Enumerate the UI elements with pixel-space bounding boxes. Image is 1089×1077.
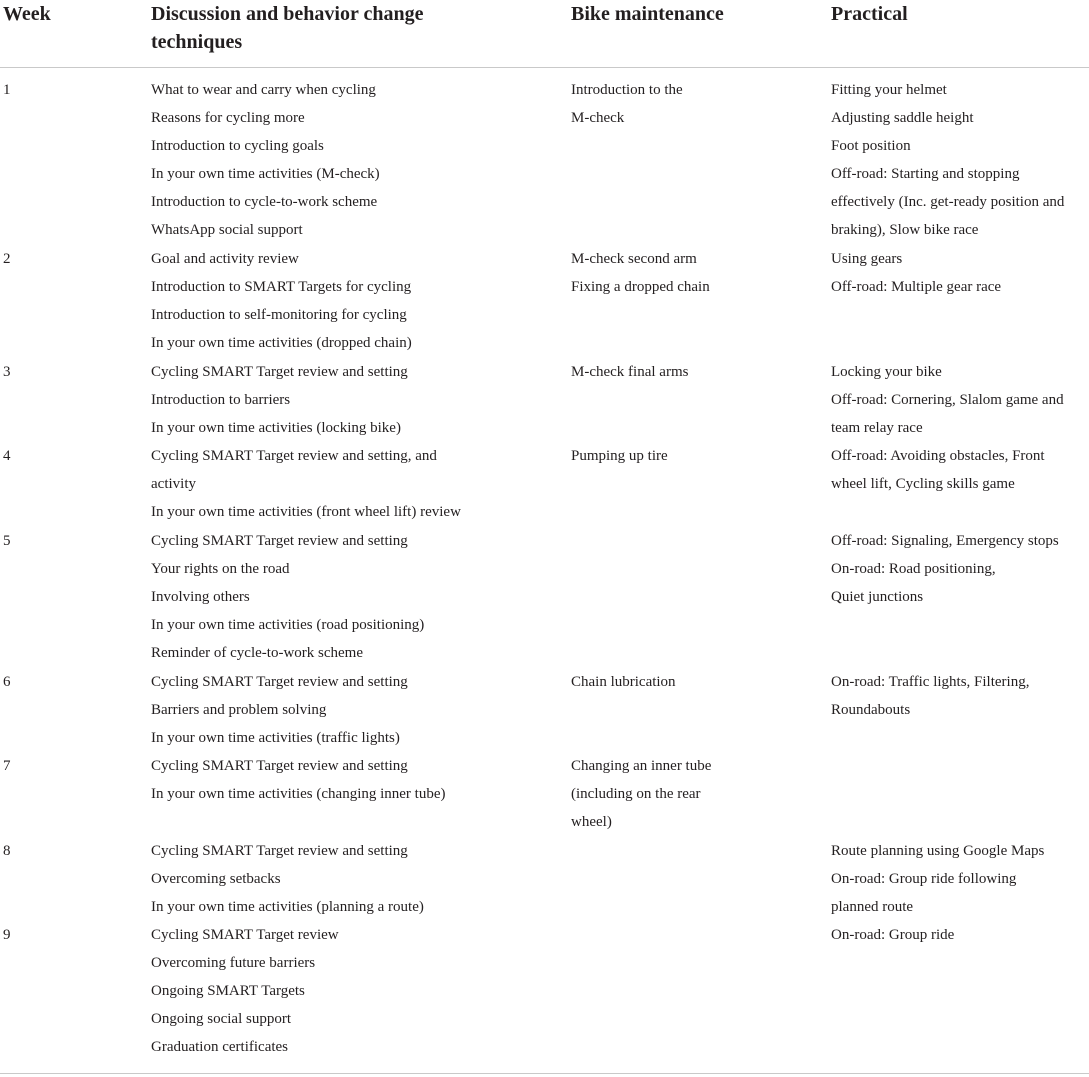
cell-practical xyxy=(831,837,1044,921)
cell-practical-line: Off-road: Cornering, Slalom game and xyxy=(831,392,1064,408)
cell-week xyxy=(3,921,11,949)
cell-practical-line: planned route xyxy=(831,899,914,915)
cell-week xyxy=(3,442,11,470)
cell-discussion-line: Reminder of cycle-to-work scheme xyxy=(151,645,363,661)
cell-discussion xyxy=(151,76,380,244)
cell-discussion-line: Overcoming setbacks xyxy=(151,871,281,887)
cell-bike-line: M-check final arms xyxy=(571,364,689,380)
cell-week-value: 1 xyxy=(3,82,11,98)
column-header-discussion xyxy=(151,0,423,56)
cell-week xyxy=(3,668,11,696)
table-bottom-rule xyxy=(0,1073,1089,1074)
cell-practical-line: team relay race xyxy=(831,420,923,436)
cell-discussion xyxy=(151,442,461,526)
cell-bike-line: wheel) xyxy=(571,814,612,830)
cell-bike-line: Introduction to the xyxy=(571,82,683,98)
cell-discussion-line: Ongoing SMART Targets xyxy=(151,983,305,999)
cell-discussion xyxy=(151,668,408,752)
cell-discussion-line: Introduction to SMART Targets for cycling xyxy=(151,279,412,295)
table-header xyxy=(0,0,1089,68)
cell-bike-line: M-check xyxy=(571,110,625,126)
column-header-bike-maintenance-label: Bike maintenance xyxy=(571,3,724,25)
cell-bike-line: M-check second arm xyxy=(571,251,697,267)
cell-discussion-line: Involving others xyxy=(151,589,250,605)
cell-discussion xyxy=(151,837,424,921)
cell-practical xyxy=(831,245,1001,301)
cell-practical-line: On-road: Road positioning, xyxy=(831,561,996,577)
cell-practical-line: Off-road: Signaling, Emergency stops xyxy=(831,533,1059,549)
cell-week-value: 6 xyxy=(3,674,11,690)
cell-bike-line: Fixing a dropped chain xyxy=(571,279,710,295)
cell-practical xyxy=(831,527,1059,611)
cell-bike xyxy=(571,245,710,301)
column-header-week xyxy=(3,0,51,28)
cell-discussion-line: In your own time activities (traffic lights) xyxy=(151,730,400,746)
cell-discussion xyxy=(151,245,412,357)
cell-discussion-line: Graduation certificates xyxy=(151,1039,289,1055)
cell-practical-line: Adjusting saddle height xyxy=(831,110,974,126)
cell-practical-line: On-road: Traffic lights, Filtering, xyxy=(831,674,1030,690)
cell-discussion-line: In your own time activities (dropped chain) xyxy=(151,335,412,351)
cell-discussion xyxy=(151,358,408,442)
cell-practical xyxy=(831,668,1029,724)
cell-practical xyxy=(831,442,1045,498)
cell-week-value: 9 xyxy=(3,927,11,943)
cell-practical-line: Locking your bike xyxy=(831,364,942,380)
cell-practical-line: Off-road: Avoiding obstacles, Front xyxy=(831,448,1045,464)
cell-week-value: 7 xyxy=(3,758,11,774)
cell-practical-line: Fitting your helmet xyxy=(831,82,947,98)
cell-practical-line: braking), Slow bike race xyxy=(831,222,979,238)
cell-discussion-line: Cycling SMART Target review and setting xyxy=(151,758,408,774)
cell-bike-line: Chain lubrication xyxy=(571,674,676,690)
cell-discussion xyxy=(151,921,339,1061)
cell-week xyxy=(3,358,11,386)
cell-discussion-line: In your own time activities (changing inner tube) xyxy=(151,786,446,802)
cell-week xyxy=(3,76,11,104)
cell-week-value: 3 xyxy=(3,364,11,380)
cell-bike xyxy=(571,668,676,696)
cell-discussion-line: What to wear and carry when cycling xyxy=(151,82,376,98)
cell-practical-line: Route planning using Google Maps xyxy=(831,843,1045,859)
cell-discussion-line: Ongoing social support xyxy=(151,1011,291,1027)
cell-practical xyxy=(831,358,1064,442)
cell-discussion-line: In your own time activities (front wheel lift) review xyxy=(151,504,461,520)
cell-week xyxy=(3,527,11,555)
cell-practical-line: Off-road: Multiple gear race xyxy=(831,279,1002,295)
cell-bike-line: (including on the rear xyxy=(571,786,701,802)
cell-week xyxy=(3,752,11,780)
column-header-discussion-line: Discussion and behavior change xyxy=(151,3,424,25)
cell-practical xyxy=(831,76,1064,244)
cell-discussion-line: In your own time activities (locking bike) xyxy=(151,420,401,436)
cell-week-value: 8 xyxy=(3,843,11,859)
column-header-practical xyxy=(831,0,908,28)
cell-discussion-line: Introduction to barriers xyxy=(151,392,291,408)
cell-week xyxy=(3,245,11,273)
cell-discussion-line: Overcoming future barriers xyxy=(151,955,316,971)
cell-practical-line: Foot position xyxy=(831,138,911,154)
cell-discussion xyxy=(151,527,424,667)
cell-bike-line: Changing an inner tube xyxy=(571,758,712,774)
cell-discussion-line: Barriers and problem solving xyxy=(151,702,327,718)
cell-discussion-line: Cycling SMART Target review and setting xyxy=(151,364,408,380)
cell-bike xyxy=(571,442,668,470)
cell-bike xyxy=(571,76,683,132)
cell-discussion-line: Introduction to cycling goals xyxy=(151,138,324,154)
cell-practical-line: On-road: Group ride xyxy=(831,927,955,943)
cell-discussion-line: Introduction to cycle-to-work scheme xyxy=(151,194,378,210)
cell-bike xyxy=(571,752,711,836)
cell-discussion xyxy=(151,752,446,808)
column-header-discussion-line: techniques xyxy=(151,31,243,53)
cell-discussion-line: Your rights on the road xyxy=(151,561,290,577)
cell-discussion-line: Cycling SMART Target review and setting xyxy=(151,843,408,859)
cell-discussion-line: Introduction to self-monitoring for cycling xyxy=(151,307,407,323)
cell-practical-line: wheel lift, Cycling skills game xyxy=(831,476,1015,492)
cell-week-value: 5 xyxy=(3,533,11,549)
cell-week xyxy=(3,837,11,865)
cell-discussion-line: Cycling SMART Target review xyxy=(151,927,339,943)
column-header-practical-label: Practical xyxy=(831,3,908,25)
cell-discussion-line: In your own time activities (road positioning) xyxy=(151,617,425,633)
cell-practical-line: effectively (Inc. get-ready position and xyxy=(831,194,1065,210)
cell-discussion-line: activity xyxy=(151,476,196,492)
cell-discussion-line: Cycling SMART Target review and setting xyxy=(151,533,408,549)
column-header-week-label: Week xyxy=(3,3,51,25)
cell-bike-line: Pumping up tire xyxy=(571,448,668,464)
cell-practical xyxy=(831,921,954,949)
cell-practical-line: Roundabouts xyxy=(831,702,911,718)
cell-practical-line: Off-road: Starting and stopping xyxy=(831,166,1020,182)
cell-practical-line: Quiet junctions xyxy=(831,589,924,605)
cell-discussion-line: Cycling SMART Target review and setting, and xyxy=(151,448,437,464)
cell-discussion-line: In your own time activities (planning a route) xyxy=(151,899,424,915)
cell-discussion-line: WhatsApp social support xyxy=(151,222,303,238)
cell-week-value: 4 xyxy=(3,448,11,464)
cell-discussion-line: Reasons for cycling more xyxy=(151,110,305,126)
cell-discussion-line: In your own time activities (M-check) xyxy=(151,166,380,182)
cell-week-value: 2 xyxy=(3,251,11,267)
cell-bike xyxy=(571,358,688,386)
cell-discussion-line: Cycling SMART Target review and setting xyxy=(151,674,408,690)
cell-practical-line: On-road: Group ride following xyxy=(831,871,1017,887)
cell-discussion-line: Goal and activity review xyxy=(151,251,299,267)
cell-practical-line: Using gears xyxy=(831,251,903,267)
column-header-bike-maintenance xyxy=(571,0,724,28)
